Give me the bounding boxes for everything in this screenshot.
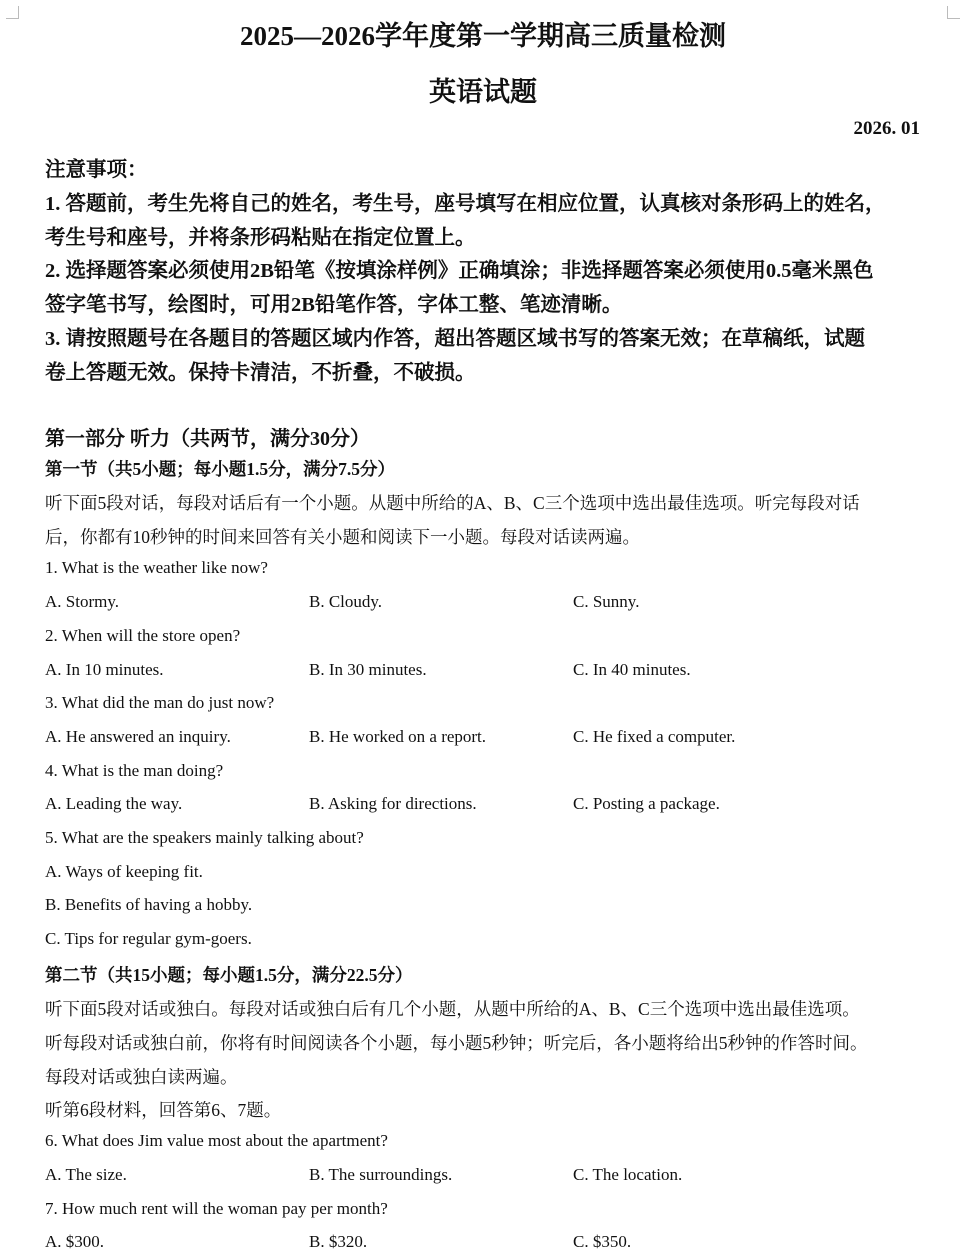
section-instructions: 听下面5段对话，每段对话后有一个小题。从题中所给的A、B、C三个选项中选出最佳选项。听完每段对话	[45, 493, 860, 513]
option-a: A. The size.	[45, 1165, 127, 1184]
notice-line: 3. 请按照题号在各题目的答题区域内作答，超出答题区域书写的答案无效；在草稿纸，试题	[45, 328, 865, 350]
section-heading: 第二节（共15小题；每小题1.5分，满分22.5分）	[45, 965, 413, 985]
notice-line: 考生号和座号，并将条形码粘贴在指定位置上。	[45, 227, 476, 249]
option-a: A. $300.	[45, 1232, 105, 1251]
option-b: B. The surroundings.	[309, 1165, 453, 1184]
exam-date: 2026. 01	[853, 118, 920, 139]
notice-line: 2. 选择题答案必须使用2B铅笔《按填涂样例》正确填涂；非选择题答案必须使用0.5毫米黑色	[45, 260, 874, 282]
question-stem: 1. What is the weather like now?	[45, 558, 268, 577]
option-a: A. Ways of keeping fit.	[45, 862, 203, 881]
notice-line: 1. 答题前，考生先将自己的姓名，考生号，座号填写在相应位置，认真核对条形码上的姓名，	[45, 193, 886, 215]
option-c: C. $350.	[573, 1232, 632, 1251]
section-instructions: 后，你都有10秒钟的时间来回答有关小题和阅读下一小题。每段对话读两遍。	[45, 527, 640, 547]
question-stem: 3. What did the man do just now?	[45, 693, 275, 712]
notice-heading: 注意事项：	[45, 159, 148, 181]
section-instructions: 听下面5段对话或独白。每段对话或独白后有几个小题，从题中所给的A、B、C三个选项中选出最佳选项。	[45, 999, 860, 1019]
section-heading: 第一节（共5小题；每小题1.5分，满分7.5分）	[45, 459, 395, 479]
option-a: A. He answered an inquiry.	[45, 727, 231, 746]
option-b: B. $320.	[309, 1232, 368, 1251]
option-a: A. Leading the way.	[45, 794, 183, 813]
option-b: B. In 30 minutes.	[309, 660, 427, 679]
section-instructions: 听每段对话或独白前，你将有时间阅读各个小题，每小题5秒钟；听完后，各小题将给出5秒钟的作答时间。	[45, 1033, 868, 1053]
option-b: B. Asking for directions.	[309, 794, 477, 813]
question-stem: 6. What does Jim value most about the apartment?	[45, 1131, 388, 1150]
option-b: B. Cloudy.	[309, 592, 383, 611]
notice-line: 签字笔书写，绘图时，可用2B铅笔作答，字体工整、笔迹清晰。	[45, 294, 623, 316]
part-heading: 第一部分 听力（共两节，满分30分）	[45, 428, 370, 450]
notice-line: 卷上答题无效。保持卡清洁，不折叠，不破损。	[45, 362, 476, 384]
option-c: C. Sunny.	[573, 592, 640, 611]
section-instructions: 每段对话或独白读两遍。	[45, 1067, 238, 1087]
option-b: B. He worked on a report.	[309, 727, 487, 746]
question-stem: 5. What are the speakers mainly talking about?	[45, 828, 364, 847]
option-c: C. He fixed a computer.	[573, 727, 736, 746]
option-a: A. In 10 minutes.	[45, 660, 164, 679]
exam-title: 2025—2026学年度第一学期高三质量检测	[240, 21, 726, 51]
option-b: B. Benefits of having a hobby.	[45, 895, 253, 914]
option-c: C. Posting a package.	[573, 794, 720, 813]
question-stem: 4. What is the man doing?	[45, 761, 224, 780]
option-c: C. In 40 minutes.	[573, 660, 691, 679]
option-c: C. Tips for regular gym-goers.	[45, 929, 252, 948]
option-c: C. The location.	[573, 1165, 683, 1184]
question-stem: 7. How much rent will the woman pay per month?	[45, 1199, 388, 1218]
material-note: 听第6段材料，回答第6、7题。	[45, 1100, 282, 1120]
question-stem: 2. When will the store open?	[45, 626, 241, 645]
option-a: A. Stormy.	[45, 592, 119, 611]
exam-subtitle: 英语试题	[429, 77, 537, 107]
